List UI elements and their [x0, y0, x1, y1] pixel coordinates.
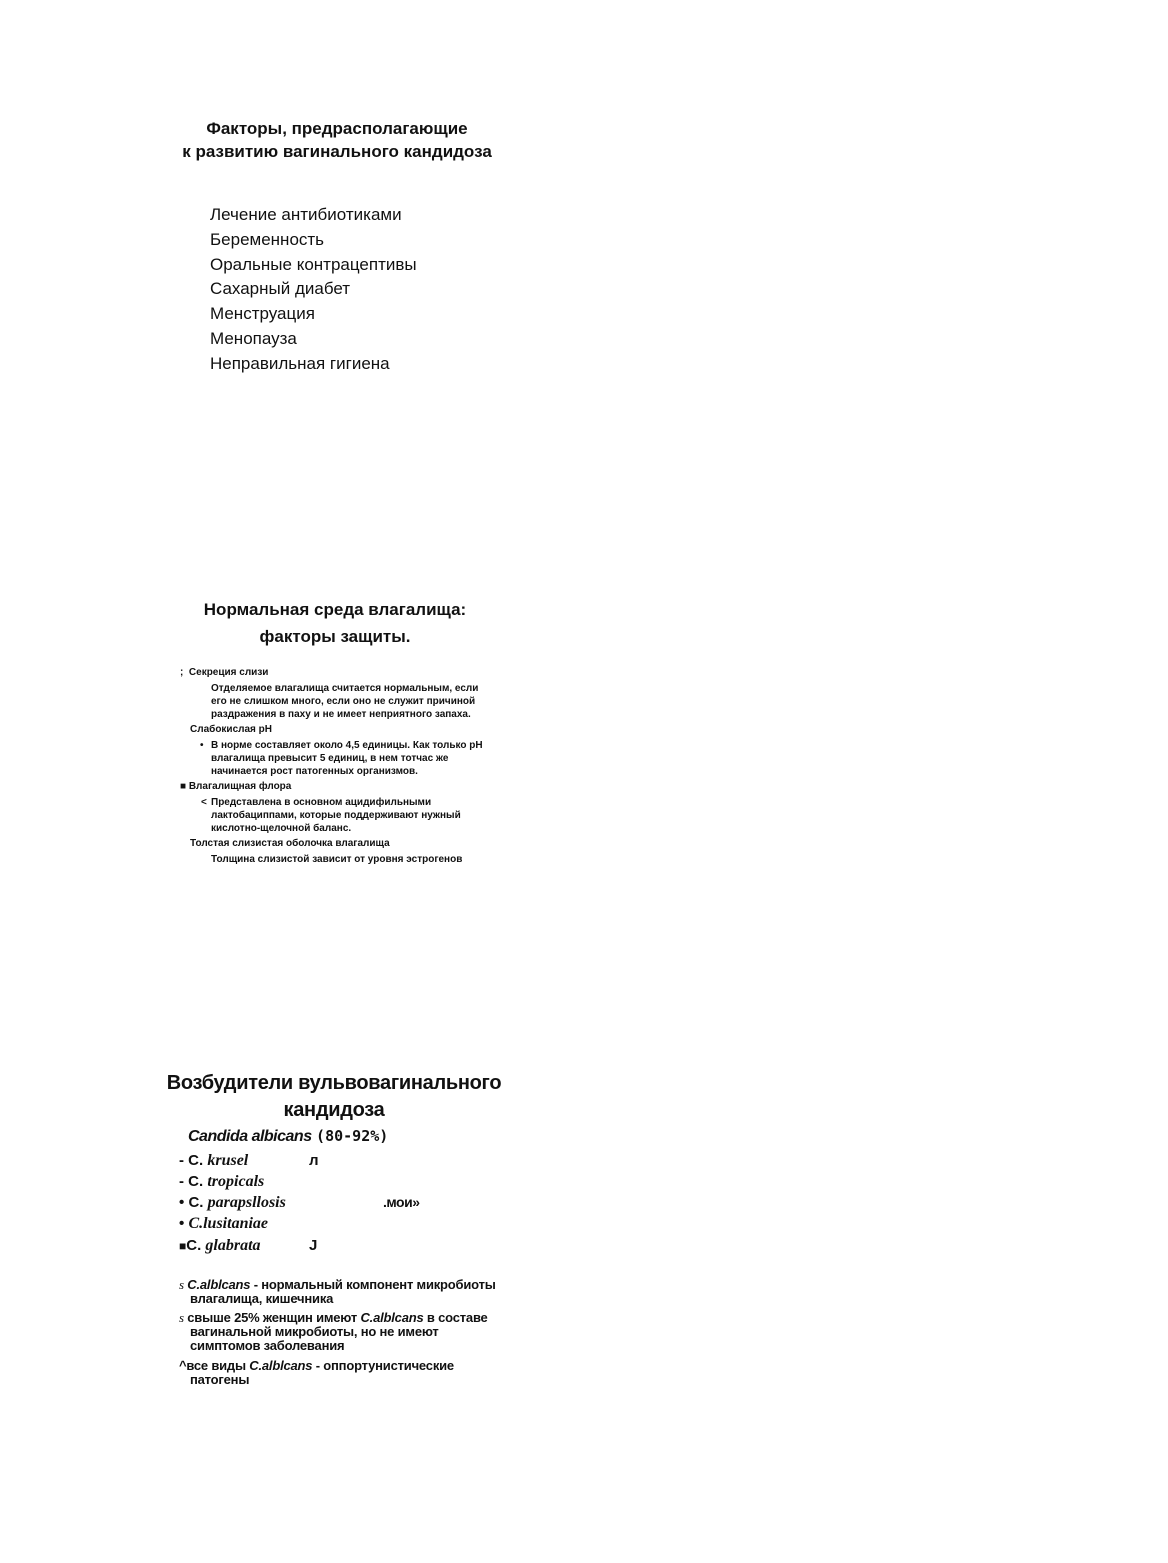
- main-species-percent: (80-92%): [316, 1127, 389, 1145]
- note-marker: s: [179, 1310, 184, 1325]
- block-ph-heading: Слабокислая pH: [190, 724, 272, 735]
- note-italic: C.alblcans: [360, 1310, 424, 1325]
- block-marker: ■: [180, 781, 187, 792]
- species-row: [179, 1171, 264, 1192]
- section1-title: [127, 117, 547, 163]
- species-prefix: C.: [188, 1173, 204, 1190]
- species-row: [179, 1213, 268, 1234]
- main-species: [188, 1127, 388, 1146]
- list-item: Сахарный диабет: [210, 279, 351, 299]
- section3-title: [134, 1070, 534, 1124]
- note-text: свыше 25% женщин имеют: [187, 1310, 361, 1325]
- text-line: Отделяемое влагалища считается нормальным, если: [211, 683, 479, 694]
- list-item: Беременность: [210, 229, 325, 249]
- text-line: В норме составляет около 4,5 единицы. Как только pH: [211, 740, 483, 751]
- species-marker: ■: [179, 1239, 187, 1253]
- note-italic: C.alblcans: [187, 1277, 251, 1292]
- note-text: все виды: [186, 1358, 250, 1373]
- note-line: вагинальной микробиоты, но не имеют: [190, 1324, 439, 1339]
- section2-title-line2: факторы защиты.: [259, 627, 411, 646]
- note-text: - оппортунистические: [312, 1358, 454, 1373]
- note-text: в составе: [423, 1310, 488, 1325]
- species-name: parapsllosis: [207, 1194, 286, 1211]
- section3-title-line2: кандидоза: [283, 1099, 385, 1121]
- note-italic: C.alblcans: [249, 1358, 313, 1373]
- block-ph-bullet: •: [200, 740, 204, 751]
- species-marker: -: [179, 1152, 184, 1169]
- species-marker: •: [179, 1194, 185, 1211]
- note-1: [179, 1278, 496, 1306]
- species-marker: •: [179, 1215, 185, 1232]
- species-name: tropicals: [207, 1173, 265, 1190]
- species-marker: -: [179, 1173, 184, 1190]
- note-line: влагалища, кишечника: [190, 1291, 334, 1306]
- note-line: симптомов заболевания: [190, 1338, 345, 1353]
- block-ph-text: [211, 739, 483, 778]
- list-item: Неправильная гигиена: [210, 353, 390, 373]
- species-prefix: C.: [186, 1237, 202, 1254]
- block-marker: ;: [180, 667, 184, 678]
- species-row: [179, 1235, 261, 1257]
- section1-title-line2: к развитию вагинального кандидоза: [182, 142, 492, 161]
- species-name: C.lusitaniae: [188, 1215, 269, 1232]
- list-item: Оральные контрацептивы: [210, 254, 417, 274]
- species-prefix: C.: [188, 1152, 204, 1169]
- note-3: [179, 1359, 454, 1387]
- section1-title-line1: Факторы, предрасполагающие: [206, 119, 468, 138]
- species-name: glabrata: [205, 1237, 261, 1254]
- section2-title: [135, 596, 535, 650]
- list-item: Лечение антибиотиками: [210, 205, 402, 224]
- block-mucosa-heading: Толстая слизистая оболочка влагалища: [190, 838, 390, 849]
- block-flora-heading: [180, 780, 291, 793]
- species-row: [179, 1192, 286, 1213]
- block-heading: Влагалищная флора: [188, 781, 292, 792]
- species-row: [179, 1150, 248, 1171]
- block-flora-text: [211, 796, 461, 835]
- note-text: - нормальный компонент микробиоты: [250, 1277, 496, 1292]
- text-line: лактобациппами, которые поддерживают нужный: [211, 810, 461, 821]
- block-mucus-text: [211, 682, 478, 721]
- text-line: кислотно-щелочной баланс.: [211, 823, 352, 834]
- list-item: Менструация: [210, 304, 315, 324]
- block-flora-bullet: <: [201, 797, 207, 808]
- text-line: влагалища превысит 5 единиц, в нем тотчас же: [211, 753, 449, 764]
- text-line: начинается рост патогенных организмов.: [211, 766, 418, 777]
- section2-title-line1: Нормальная среда влагалища:: [203, 600, 467, 619]
- section3-title-line1: Возбудители вульвовагинального: [166, 1072, 502, 1094]
- text-line: его не слишком много, если оно не служит причиной: [211, 696, 476, 707]
- text-line: Представлена в основном ацидифильными: [211, 797, 432, 808]
- text-line: раздражения в паху и не имеет неприятного запаха.: [211, 709, 471, 720]
- predisposing-factors-list: [210, 203, 417, 377]
- main-species-name: Candida albicans: [188, 1128, 312, 1145]
- note-marker: s: [179, 1277, 184, 1292]
- species-tail: .мои»: [383, 1194, 420, 1210]
- list-item: Менопауза: [210, 328, 297, 348]
- species-tail: J: [309, 1237, 318, 1254]
- species-name: krusel: [207, 1152, 249, 1169]
- species-tail: л: [309, 1152, 319, 1169]
- block-heading: Секреция слизи: [188, 667, 269, 678]
- block-mucus-heading: [180, 666, 268, 679]
- block-mucosa-text: Толщина слизистой зависит от уровня эстрогенов: [211, 854, 463, 865]
- species-prefix: C.: [188, 1194, 204, 1211]
- note-2: [179, 1311, 488, 1353]
- note-marker: ^: [179, 1358, 187, 1373]
- note-line: патогены: [190, 1372, 250, 1387]
